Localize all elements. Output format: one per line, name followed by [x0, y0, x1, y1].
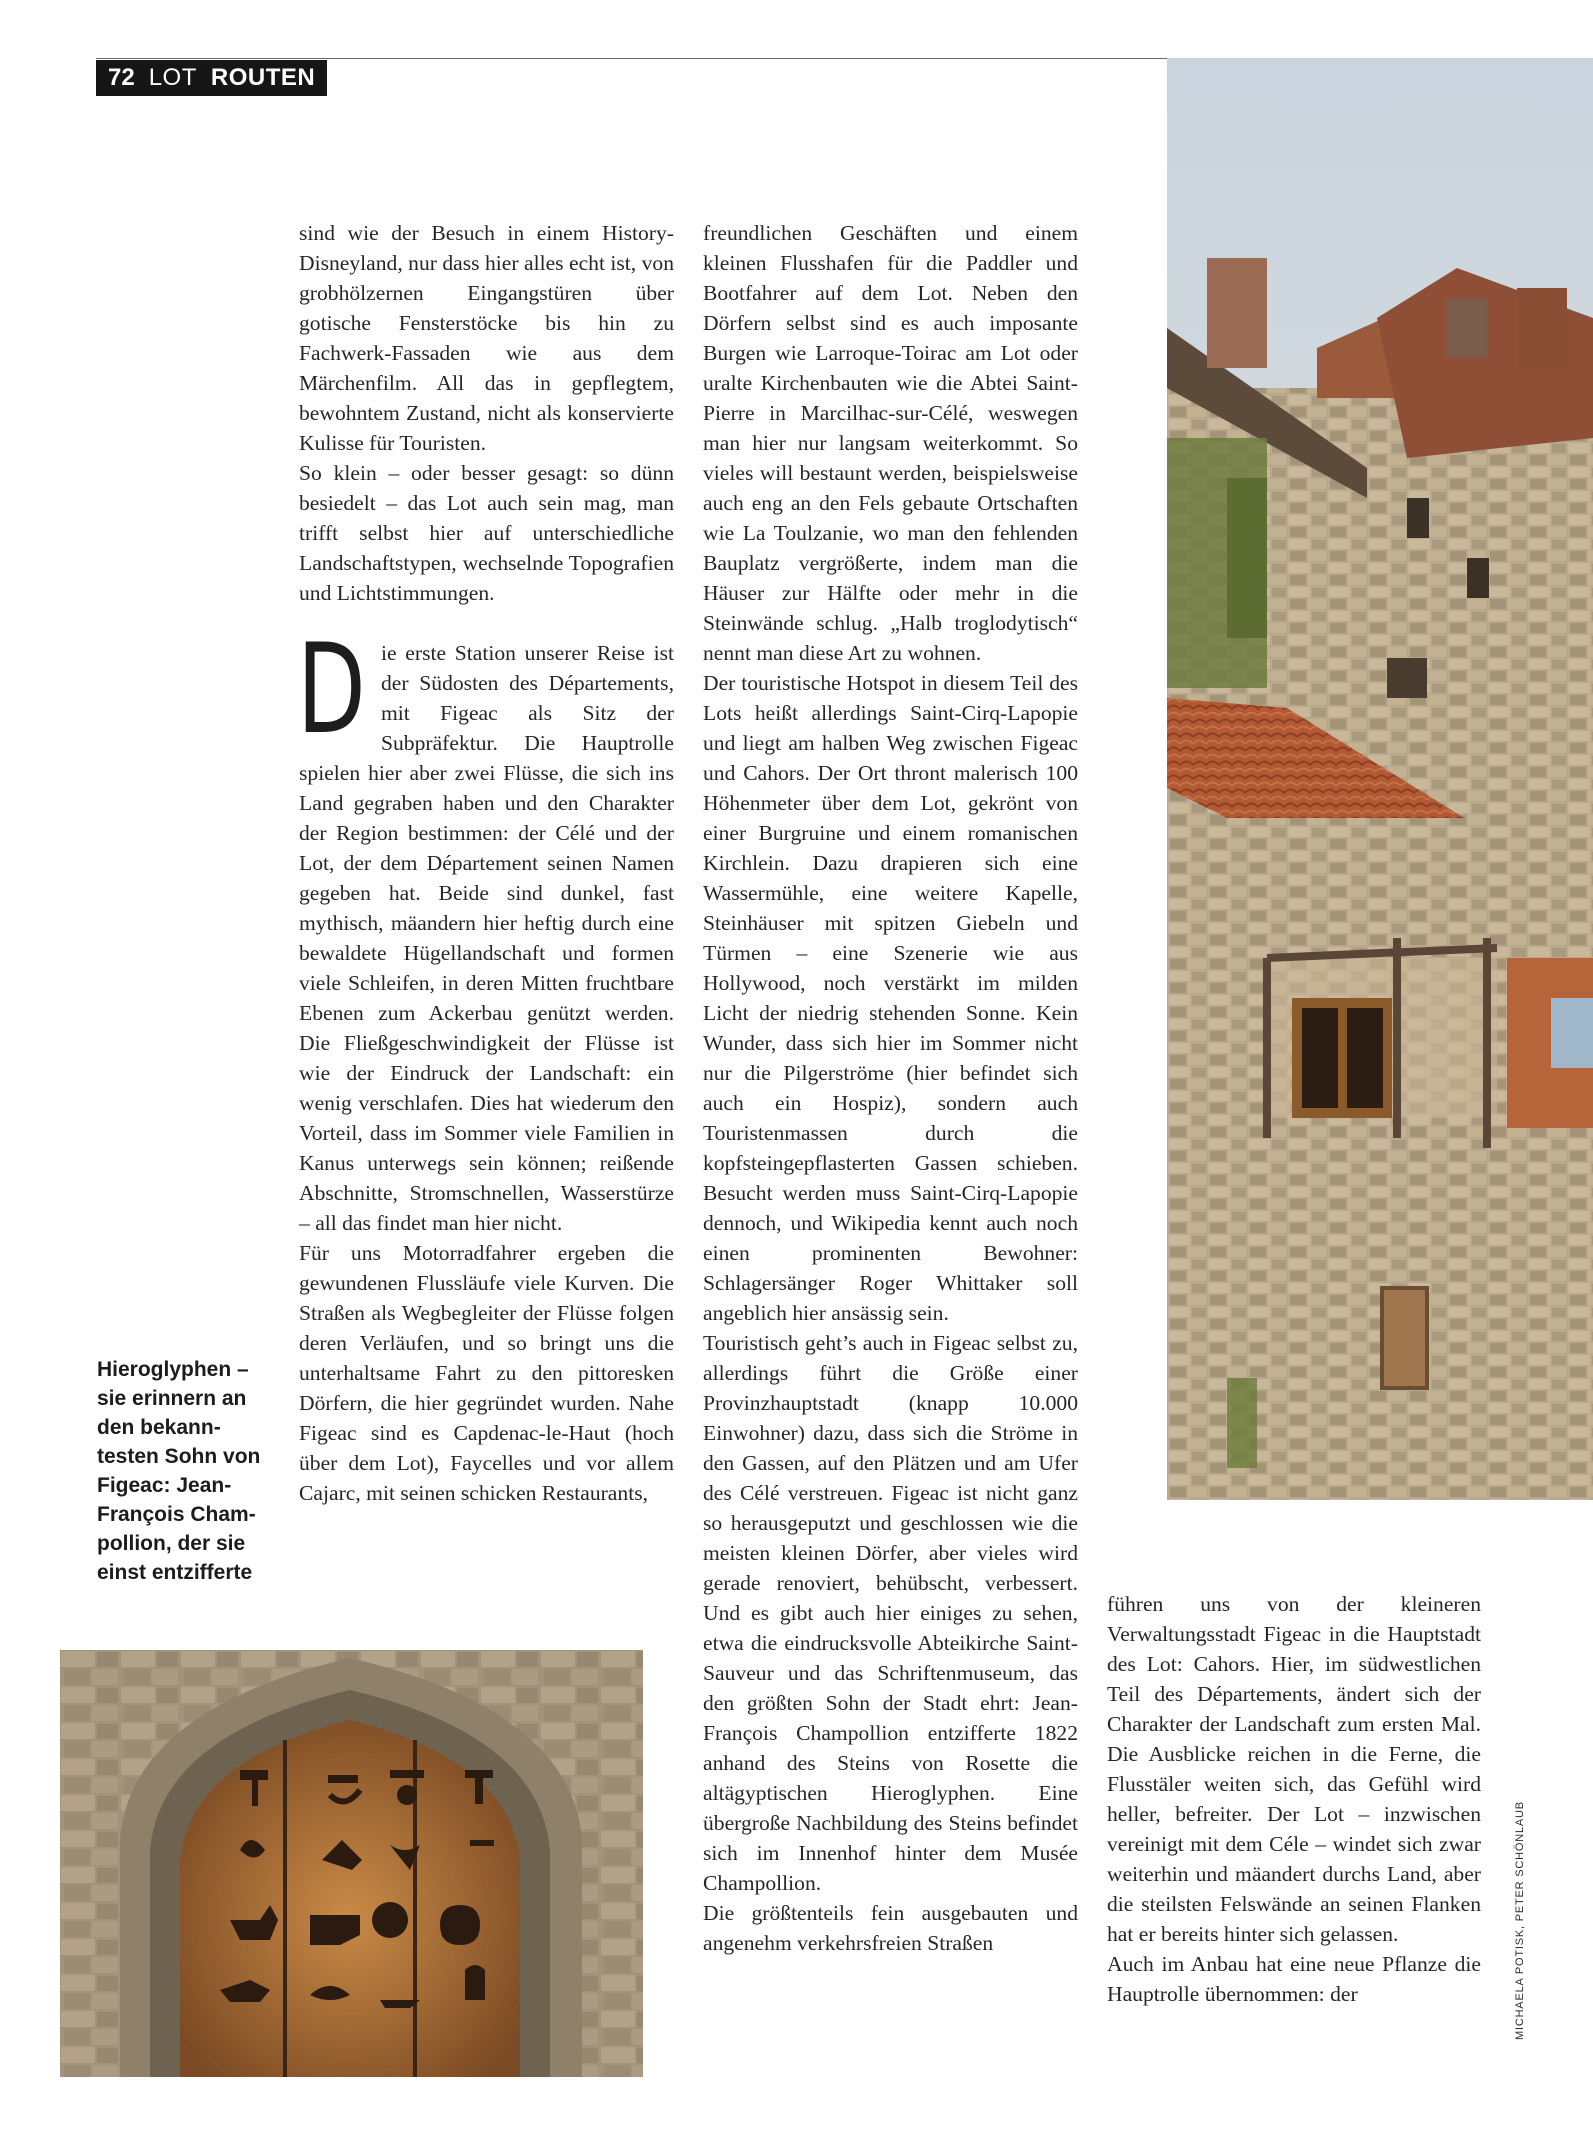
village-houses-photo: [1167, 58, 1593, 1500]
section-label: LOT: [148, 64, 197, 91]
column-1-paragraph-3: [297, 618, 674, 1238]
hieroglyph-door-photo: [60, 1650, 643, 2077]
article-column-1: [299, 218, 674, 1508]
village-houses-illustration: [1167, 58, 1593, 1500]
page-header: [96, 60, 327, 96]
column-2-paragraph-4: Die größtenteils fein ausgebauten und angenehm verkehrsfreien Straßen: [703, 1901, 1078, 1955]
article-column-2: [703, 218, 1078, 1958]
column-3-paragraph-2: Auch im Anbau hat eine neue Pflanze die Hauptrolle übernommen: der: [1107, 1952, 1481, 2006]
photo-credit: MICHAELA POTISK, PETER SCHÖNLAUB: [1514, 1801, 1526, 2040]
column-2-paragraph-1: freundlichen Geschäften und einem kleinen Flusshafen für die Paddler und Bootfahrer auf dem Lot. Neben den Dörfern selbst sind es auch imposante Burgen wie Larroque-Toirac am Lot oder uralte Kirchenbauten wie die Abtei Saint-Pierre in Marcilhac-sur-Célé, weswegen man hier nur langsam weiterkommt. So vieles will bestaunt werden, beispielsweise auch eng an den Fels gebaute Ortschaften wie La Toulzanie, wo man den fehlenden Bauplatz vergrößerte, indem man die Häuser zur Hälfte oder mehr in die Steinwände schlug. „Halb troglodytisch“ nennt man diese Art zu wohnen.: [703, 221, 1078, 665]
column-1-paragraph-2: So klein – oder besser gesagt: so dünn besiedelt – das Lot auch sein mag, man trifft selbst hier auf unterschiedliche Landschaftstypen, wechselnde Topografien und Lichtstimmungen.: [299, 461, 674, 605]
article-column-3: [1107, 1589, 1481, 2009]
column-1-paragraph-4: Für uns Motorradfahrer ergeben die gewundenen Flussläufe viele Kurven. Die Straßen als Wegbegleiter der Flüsse folgen deren Verläufen, und so bringt uns die unterhaltsame Fahrt zu den pittoresken Dörfern, die hier gegründet wurden. Nahe Figeac sind es Capdenac-le-Haut (hoch über dem Lot), Faycelles und vor allem Cajarc, mit seinen schicken Restaurants,: [299, 1241, 674, 1505]
drop-cap: D: [297, 618, 366, 762]
column-3-paragraph-1: führen uns von der kleineren Verwaltungsstadt Figeac in die Hauptstadt des Lot: Cahors. Hier, im südwestlichen Teil des Départements, ändert sich der Charakter der Landschaft zum ersten Mal. Die Ausblicke reichen in die Ferne, die Flusstäler weiten sich, das Gefühl wird heller, befreiter. Der Lot – inzwischen vereinigt mit dem Céle – windet sich zwar weiterhin und mäandert durchs Land, aber die steilsten Felswände an seinen Flanken hat er bereits hinter sich gelassen.: [1107, 1592, 1481, 1946]
column-2-paragraph-3: Touristisch geht’s auch in Figeac selbst zu, allerdings führt die Größe einer Provinzhauptstadt (knapp 10.000 Einwohner) dazu, dass sich die Ströme in den Gassen, auf den Plätzen und am Ufer des Célé verstreuen. Figeac ist nicht ganz so herausgeputzt und geschlossen wie die meisten kleinen Dörfer, aber vieles wird gerade renoviert, behübscht, verbessert. Und es gibt auch hier einiges zu sehen, etwa die eindrucksvolle Abteikirche Saint-Sauveur und das Schriftenmuseum, das den größten Sohn der Stadt ehrt: Jean-François Champollion entzifferte 1822 anhand des Steins von Rosette die altägyptischen Hieroglyphen. Eine übergroße Nachbildung des Steins befindet sich im Innenhof hinter dem Musée Champollion.: [703, 1331, 1078, 1895]
column-1-paragraph-1: sind wie der Besuch in einem History-Disneyland, nur dass hier alles echt ist, von grobhölzernen Eingangstüren über gotische Fensterstöcke bis hin zu Fachwerk-Fassaden wie aus dem Märchenfilm. All das in gepflegtem, bewohntem Zustand, nicht als konservierte Kulisse für Touristen.: [299, 221, 674, 455]
category-label: ROUTEN: [210, 64, 316, 91]
hieroglyph-door-illustration: [60, 1650, 643, 2077]
column-1-paragraph-3-text: ie erste Station unserer Reise ist der Südosten des Départements, mit Figeac als Sitz der Subpräfektur. Die Hauptrolle spielen hier aber zwei Flüsse, die sich ins Land gegraben haben und den Charakter der Region bestimmen: der Célé und der Lot, der dem Département seinen Namen gegeben hat. Beide sind dunkel, fast mythisch, mäandern hier heftig durch eine bewaldete Hügellandschaft und formen viele Schleifen, in deren Mitten fruchtbare Ebenen zum Ackerbau genützt werden. Die Fließgeschwindigkeit der Flüsse ist wie der Eindruck der Landschaft: ein wenig verschlafen. Dies hat wiederum den Vorteil, dass im Sommer viele Familien in Kanus unterwegs sein können; reißende Abschnitte, Stromschnellen, Wasserstürze – all das findet man hier nicht.: [299, 641, 674, 1235]
page-number: 72: [108, 64, 135, 91]
image-caption: Hieroglyphen – sie erinnern an den bekann-testen Sohn von Figeac: Jean-François Cham-pollion, der sie einst entzifferte: [97, 1358, 261, 1584]
column-2-paragraph-2: Der touristische Hotspot in diesem Teil des Lots heißt allerdings Saint-Cirq-Lapopie und liegt am halben Weg zwischen Figeac und Cahors. Der Ort thront malerisch 100 Höhenmeter über dem Lot, gekrönt von einer Burgruine und einem romanischen Kirchlein. Dazu drapieren sich eine Wassermühle, eine weitere Kapelle, Steinhäuser mit spitzen Giebeln und Türmen – eine Szenerie wie aus Hollywood, noch verstärkt im milden Licht der niedrig stehenden Sonne. Kein Wunder, dass sich hier im Sommer nicht nur die Pilgerströme (hier befindet sich auch ein Hospiz), sondern auch Touristenmassen durch die kopfsteingepflasterten Gassen schieben. Besucht werden muss Saint-Cirq-Lapopie dennoch, und Wikipedia kennt auch noch einen prominenten Bewohner: Schlagersänger Roger Whittaker soll angeblich hier ansässig sein.: [703, 671, 1078, 1325]
